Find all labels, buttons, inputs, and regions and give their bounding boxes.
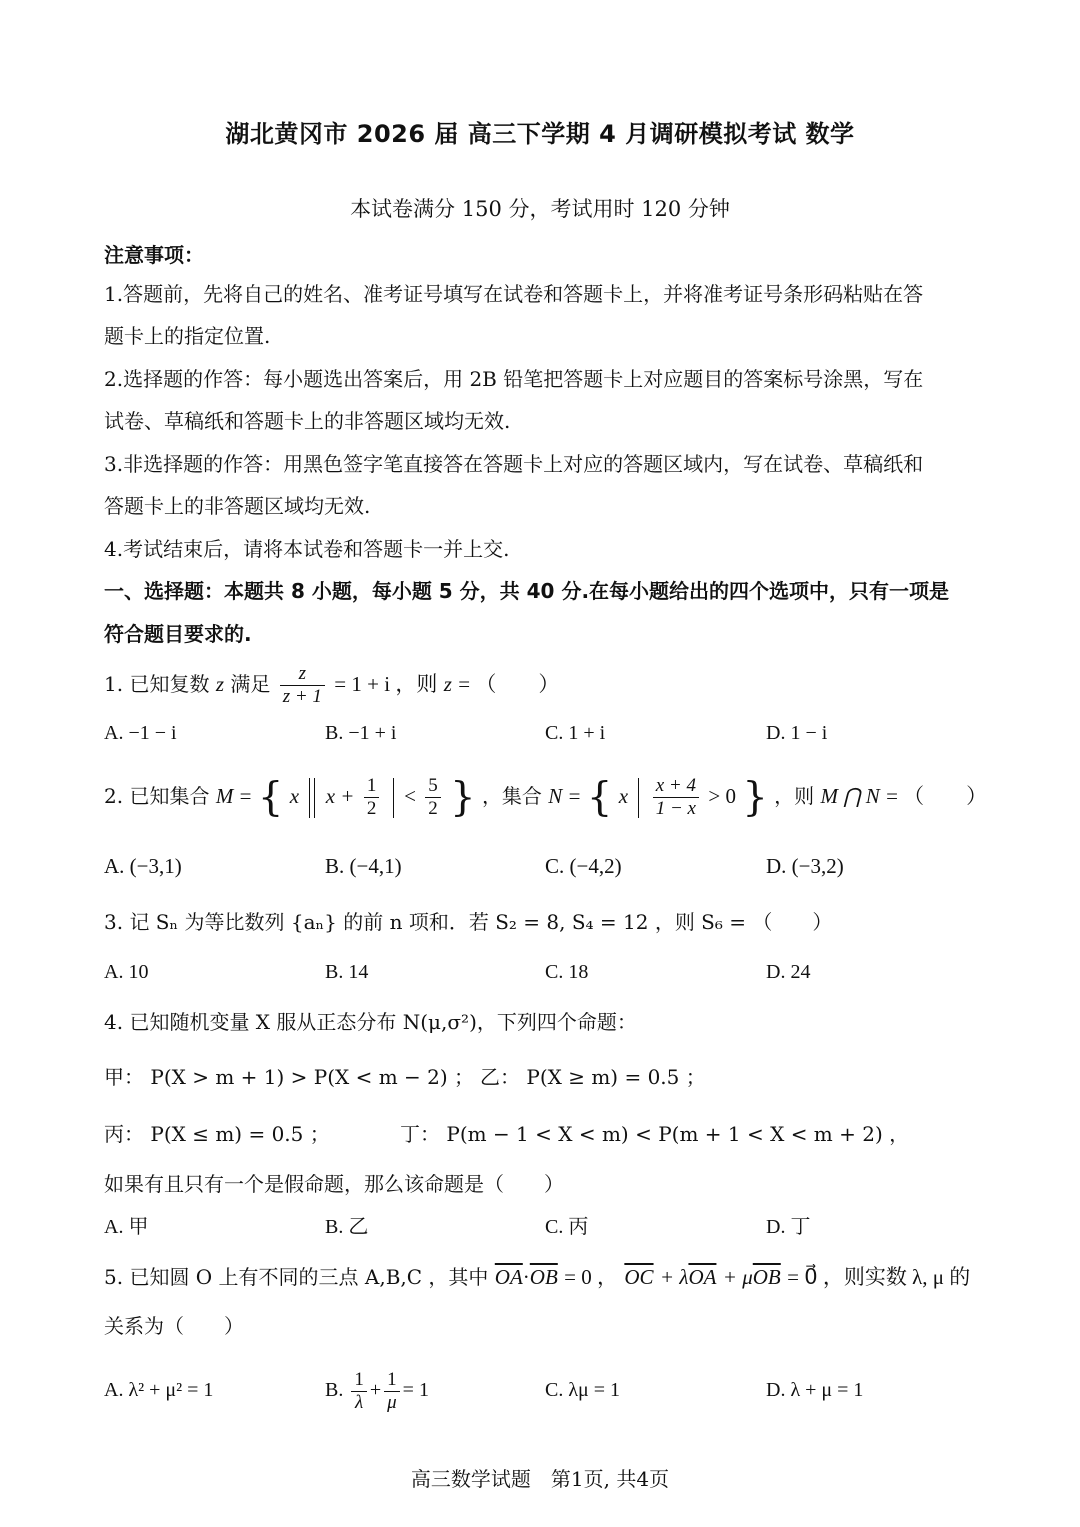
q2-five-num: 5	[425, 775, 441, 798]
question-2	[104, 770, 987, 822]
q4-option-a: A. 甲	[104, 1216, 149, 1238]
q2-fraction	[653, 775, 699, 820]
left-brace: {	[257, 774, 284, 821]
question-5	[104, 1262, 970, 1292]
right-brace: }	[742, 774, 768, 821]
exam-subtitle: 本试卷满分 150 分，考试用时 120 分钟	[350, 197, 730, 221]
q5-eq-zero-vector: = 0⃗ ，则实数 λ, μ 的	[787, 1265, 971, 1289]
q3-option-b: B. 14	[325, 961, 369, 983]
note-line: 答题卡上的非答题区域均无效.	[104, 494, 371, 518]
q2-option-d: D. (−3,2)	[766, 854, 844, 878]
q5-optb-tail: = 1	[402, 1379, 429, 1401]
q5-optb-num2: 1	[384, 1369, 400, 1392]
vector-oa: $\overline{OA}$	[688, 1265, 717, 1289]
q5-eq0: = 0 ，	[564, 1265, 618, 1289]
question-4: 4. 已知随机变量 X 服从正态分布 N(μ,σ²)，下列四个命题：	[104, 1010, 637, 1034]
q5-option-b-label: B.	[325, 1379, 344, 1401]
question-1	[104, 663, 559, 708]
q2-option-c: C. (−4,2)	[545, 854, 622, 878]
q2-eq2: =	[568, 784, 581, 808]
q2-option-a: A. (−3,1)	[104, 854, 182, 878]
q4-option-b: B. 乙	[325, 1216, 369, 1238]
q1-prefix: 1. 已知复数	[104, 672, 210, 696]
exam-title: 湖北黄冈市 2026 届 高三下学期 4 月调研模拟考试 数学	[225, 120, 855, 148]
q1-ask: = （ ）	[458, 672, 560, 696]
q2-x1: x	[289, 784, 300, 808]
q2-set-m: M	[215, 784, 234, 808]
q5-optb-plus: +	[369, 1379, 382, 1401]
q1-frac-num: z	[280, 663, 325, 686]
q2-half-den: 2	[366, 798, 377, 819]
q5-option-b	[325, 1364, 429, 1416]
q3-option-a: A. 10	[104, 961, 149, 983]
q3-option-c: C. 18	[545, 961, 589, 983]
section-heading-cont: 符合题目要求的.	[104, 622, 252, 646]
q4-option-c: C. 丙	[545, 1216, 589, 1238]
q1-fraction	[280, 663, 325, 708]
q1-option-a: A. −1 − i	[104, 722, 177, 744]
q1-frac-den: z + 1	[282, 686, 322, 707]
q2-set-n: N	[548, 784, 563, 808]
q4-proposition-yi: 乙： P(X ≥ m) = 0.5 ；	[480, 1065, 706, 1089]
q2-option-b: B. (−4,1)	[325, 854, 402, 878]
q4-proposition-jia: 甲： P(X > m + 1) > P(X < m − 2) ；	[104, 1065, 475, 1089]
q5-optb-frac1	[351, 1369, 367, 1414]
vector-oc: $\overline{OC}$	[624, 1265, 654, 1289]
q2-prefix: 2. 已知集合	[104, 784, 210, 808]
q5-plus-lambda: + λ	[659, 1265, 689, 1289]
question-3: 3. 记 Sₙ 为等比数列 {aₙ} 的前 n 项和．若 S₂ = 8, S₄ = 12 ，则 S₆ = （ ）	[104, 910, 833, 934]
q2-frac-den: 1 − x	[655, 798, 696, 819]
q1-option-c: C. 1 + i	[545, 722, 606, 744]
q5-optb-den2: μ	[387, 1391, 397, 1413]
q2-lt: <	[404, 784, 416, 808]
q2-five-half	[425, 775, 441, 820]
note-line: 试卷、草稿纸和答题卡上的非答题区域均无效.	[104, 409, 511, 433]
q5-optb-num1: 1	[351, 1369, 367, 1392]
notes-heading: 注意事项：	[104, 243, 204, 267]
q5-option-a: A. λ² + μ² = 1	[104, 1379, 214, 1401]
q1-option-d: D. 1 − i	[766, 722, 828, 744]
q5-optb-den1: λ	[354, 1391, 364, 1413]
vector-ob: $\overline{OB}$	[529, 1265, 558, 1289]
right-brace: }	[450, 774, 476, 821]
set-divider	[309, 778, 310, 818]
section-heading: 一、选择题：本题共 8 小题，每小题 5 分，共 40 分.在每小题给出的四个选项中，只有一项是	[104, 579, 950, 603]
q5-prefix: 5. 已知圆 O 上有不同的三点 A,B,C ，其中	[104, 1265, 489, 1289]
q2-x2: x	[618, 784, 629, 808]
q1-rhs: = 1 + i ，则	[334, 672, 438, 696]
q5-option-d: D. λ + μ = 1	[766, 1379, 864, 1401]
q4-proposition-ding: 丁： P(m − 1 < X < m) < P(m + 1 < X < m + 2) ，	[400, 1122, 910, 1146]
q5-plus-mu: + μ	[722, 1265, 753, 1289]
q5-question: 关系为（ ）	[104, 1314, 244, 1338]
q3-option-d: D. 24	[766, 961, 811, 983]
note-line: 3.非选择题的作答：用黑色签字笔直接答在答题卡上对应的答题区域内，写在试卷、草稿纸和	[104, 452, 924, 476]
page-footer: 高三数学试题 第1页, 共4页	[410, 1467, 670, 1491]
q2-half	[364, 775, 380, 820]
q5-optb-frac2	[384, 1369, 400, 1414]
q5-option-c: C. λμ = 1	[545, 1379, 621, 1401]
vector-ob: $\overline{OB}$	[752, 1265, 781, 1289]
vector-oa: $\overline{OA}$	[494, 1265, 523, 1289]
q2-tail: ，则	[774, 784, 815, 808]
note-line: 4.考试结束后，请将本试卷和答题卡一并上交.	[104, 537, 510, 561]
note-line: 1.答题前，先将自己的姓名、准考证号填写在试卷和答题卡上，并将准考证号条形码粘贴在答	[104, 282, 924, 306]
note-line: 2.选择题的作答：每小题选出答案后，用 2B 铅笔把答题卡上对应题目的答案标号涂黑，写在	[104, 367, 924, 391]
q2-ask: = （ ）	[886, 784, 988, 808]
q2-half-num: 1	[364, 775, 380, 798]
abs-bar	[393, 778, 394, 818]
q1-var: z	[215, 672, 224, 696]
q2-x-plus: x +	[325, 784, 355, 808]
q4-proposition-bing: 丙： P(X ≤ m) = 0.5 ；	[104, 1122, 330, 1146]
q1-mid: 满足	[230, 672, 271, 696]
set-divider	[638, 778, 639, 818]
q2-frac-num: x + 4	[653, 775, 699, 798]
q2-five-den: 2	[428, 798, 438, 819]
q4-question: 如果有且只有一个是假命题，那么该命题是（ ）	[104, 1172, 564, 1196]
q1-option-b: B. −1 + i	[325, 722, 397, 744]
q2-gt: > 0	[708, 784, 736, 808]
q2-intersection: M ⋂ N	[820, 784, 880, 808]
q5-dot: ·	[522, 1265, 530, 1289]
q2-mid: ，集合	[481, 784, 542, 808]
note-line: 题卡上的指定位置.	[104, 324, 271, 348]
left-brace: {	[586, 774, 613, 821]
abs-bar	[314, 778, 315, 818]
q2-eq1: =	[239, 784, 252, 808]
q4-option-d: D. 丁	[766, 1216, 811, 1238]
q1-ask-var: z	[443, 672, 452, 696]
